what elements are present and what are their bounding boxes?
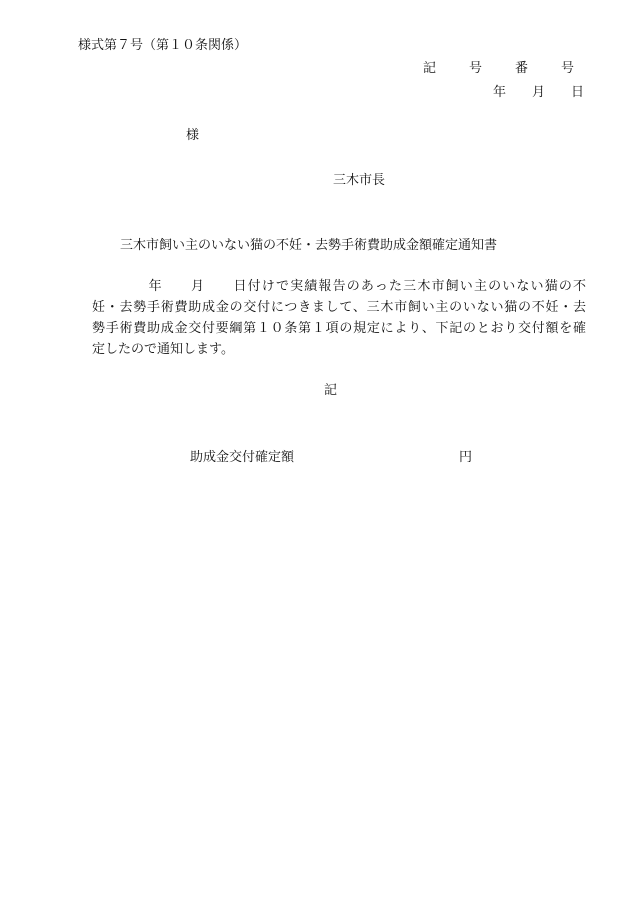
- amount-label: 助成金交付確定額: [190, 450, 295, 465]
- body-line: 妊・去勢手術費助成金の交付につきまして、三木市飼い主のいない猫の不妊・去: [92, 300, 586, 315]
- issue-date: 年 月 日: [492, 85, 584, 100]
- ki-heading: 記: [324, 383, 338, 398]
- document-title: 三木市飼い主のいない猫の不妊・去勢手術費助成金額確定通知書: [120, 238, 498, 253]
- document-number: 記 号 番 号: [422, 61, 584, 76]
- amount-unit: 円: [459, 450, 473, 465]
- body-paragraph: [92, 276, 586, 360]
- body-line: 定したので通知します。: [92, 342, 234, 357]
- body-line: 年 月 日付けで実績報告のあった三木市飼い主のいない猫の不: [92, 279, 586, 294]
- body-line: 勢手術費助成金交付要綱第１０条第１項の規定により、下記のとおり交付額を確: [92, 321, 586, 336]
- sender-name: 三木市長: [333, 173, 386, 188]
- recipient-honorific: 様: [186, 128, 200, 143]
- form-number: 様式第７号（第１０条関係）: [78, 38, 248, 53]
